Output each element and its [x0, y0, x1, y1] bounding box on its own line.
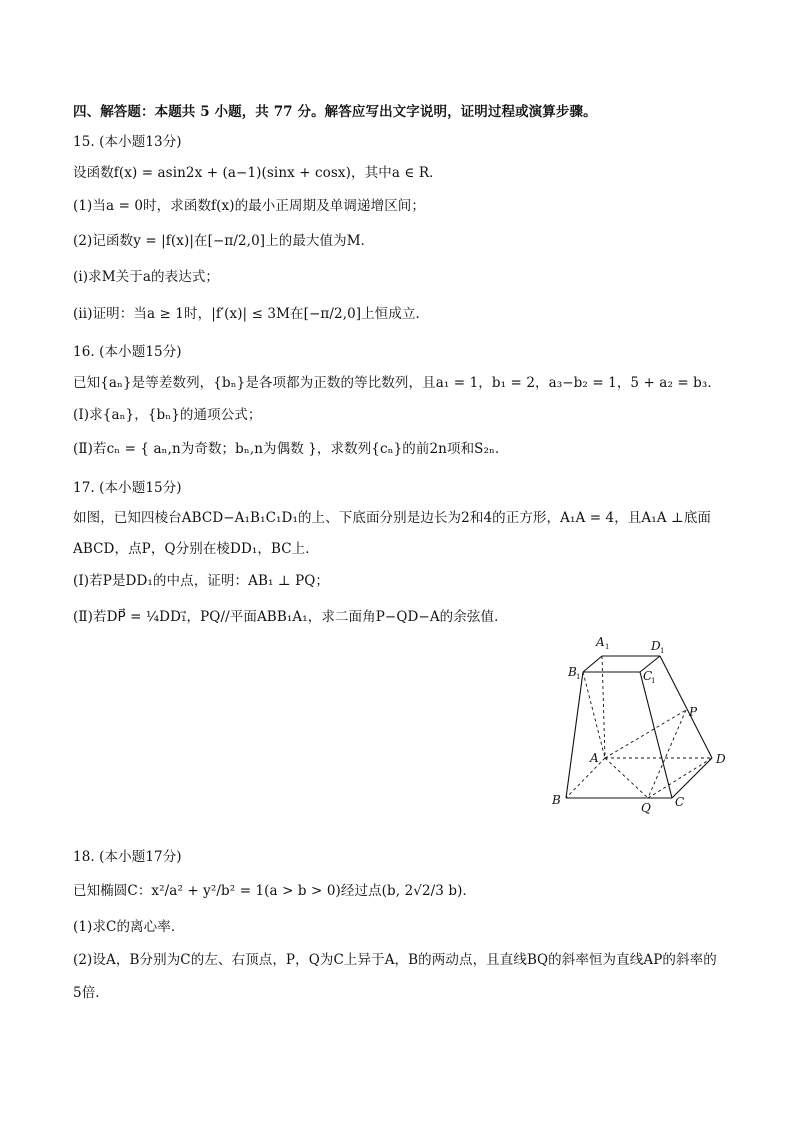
label-C1: C: [643, 669, 653, 683]
edge-B1B: [566, 672, 583, 798]
label-D1: D: [651, 639, 661, 653]
svg-text:1: 1: [651, 677, 656, 685]
edge-A1A: [602, 656, 605, 758]
problem-15-function: 设函数f(x) = asin2x + (a−1)(sinx + cosx)，其中a ∈ R．: [73, 165, 443, 181]
edge-C1C: [640, 672, 672, 798]
edge-CD: [672, 758, 712, 798]
problem-17-given-1: 如图，已知四棱台ABCD−A₁B₁C₁D₁的上、下底面分别是边长为2和4的正方形，A₁A = 4，且A₁A ⊥底面: [73, 510, 712, 526]
frustum-figure: [540, 628, 740, 818]
frustum-diagram: [540, 628, 740, 818]
problem-16-part-2: (Ⅱ)若cₙ = { aₙ,n为奇数；bₙ,n为偶数 }，求数列{cₙ}的前2n项和S₂ₙ．: [73, 441, 509, 457]
problem-16-part-1: (Ⅰ)求{aₙ}，{bₙ}的通项公式；: [73, 407, 262, 423]
section-header: 四、解答题：本题共 5 小题，共 77 分。解答应写出文字说明，证明过程或演算步骤。: [73, 104, 597, 120]
edge-AB: [566, 758, 605, 798]
label-P: P: [689, 705, 698, 719]
segment-AB1: [583, 672, 605, 758]
label-A1: A: [596, 635, 605, 649]
edge-D1D: [660, 656, 712, 758]
problem-15-part-2ii: (ii)证明：当a ≥ 1时，|f′(x)| ≤ 3M在[−π/2,0]上恒成立．: [73, 306, 430, 322]
problem-16-title: 16. (本小题15分): [73, 344, 182, 360]
problem-15-part-1: (1)当a = 0时，求函数f(x)的最小正周期及单调递增区间；: [73, 198, 425, 214]
problem-18-given: 已知椭圆C：x²/a² + y²/b² = 1(a > b > 0)经过点(b, 2√2/3 b)．: [73, 883, 477, 899]
label-Q: Q: [641, 801, 651, 815]
problem-18-part-2: (2)设A，B分别为C的左、右顶点，P，Q为C上异于A，B的两动点，且直线BQ的斜率恒为直线AP的斜率的: [73, 952, 717, 968]
svg-text:1: 1: [605, 643, 610, 651]
label-B: B: [552, 793, 561, 807]
problem-17-given-2: ABCD，点P，Q分别在棱DD₁，BC上．: [73, 541, 319, 557]
problem-15-part-2: (2)记函数y = |f(x)|在[−π/2,0]上的最大值为M．: [73, 233, 375, 249]
problem-16-given: 已知{aₙ}是等差数列，{bₙ}是各项都为正数的等比数列，且a₁ = 1，b₁ = 2，a₃−b₂ = 1，5 + a₂ = b₃．: [73, 375, 722, 391]
edge-A1B1: [583, 656, 602, 672]
segment-QD: [648, 758, 712, 798]
label-A: A: [590, 751, 599, 765]
label-C: C: [675, 795, 685, 809]
segment-AP: [605, 710, 686, 758]
problem-17-part-2: (Ⅱ)若DP⃗ = ¼DD₁⃗，PQ//平面ABB₁A₁，求二面角P−QD−A的余弦值．: [73, 609, 508, 625]
problem-15-title: 15. (本小题13分): [73, 134, 182, 150]
problem-15-part-2i: (i)求M关于a的表达式；: [73, 269, 220, 285]
segment-AQ: [605, 758, 648, 798]
label-D: D: [716, 752, 726, 766]
problem-18-title: 18. (本小题17分): [73, 849, 182, 865]
label-B1: B: [568, 665, 577, 679]
segment-PQ: [648, 710, 686, 798]
problem-17-part-1: (Ⅰ)若P是DD₁的中点，证明：AB₁ ⊥ PQ；: [73, 573, 330, 589]
problem-17-title: 17. (本小题15分): [73, 480, 182, 496]
svg-text:1: 1: [660, 647, 665, 655]
problem-18-part-2-cont: 5倍．: [73, 985, 109, 1001]
svg-text:1: 1: [576, 673, 581, 681]
problem-18-part-1: (1)求C的离心率．: [73, 919, 185, 935]
